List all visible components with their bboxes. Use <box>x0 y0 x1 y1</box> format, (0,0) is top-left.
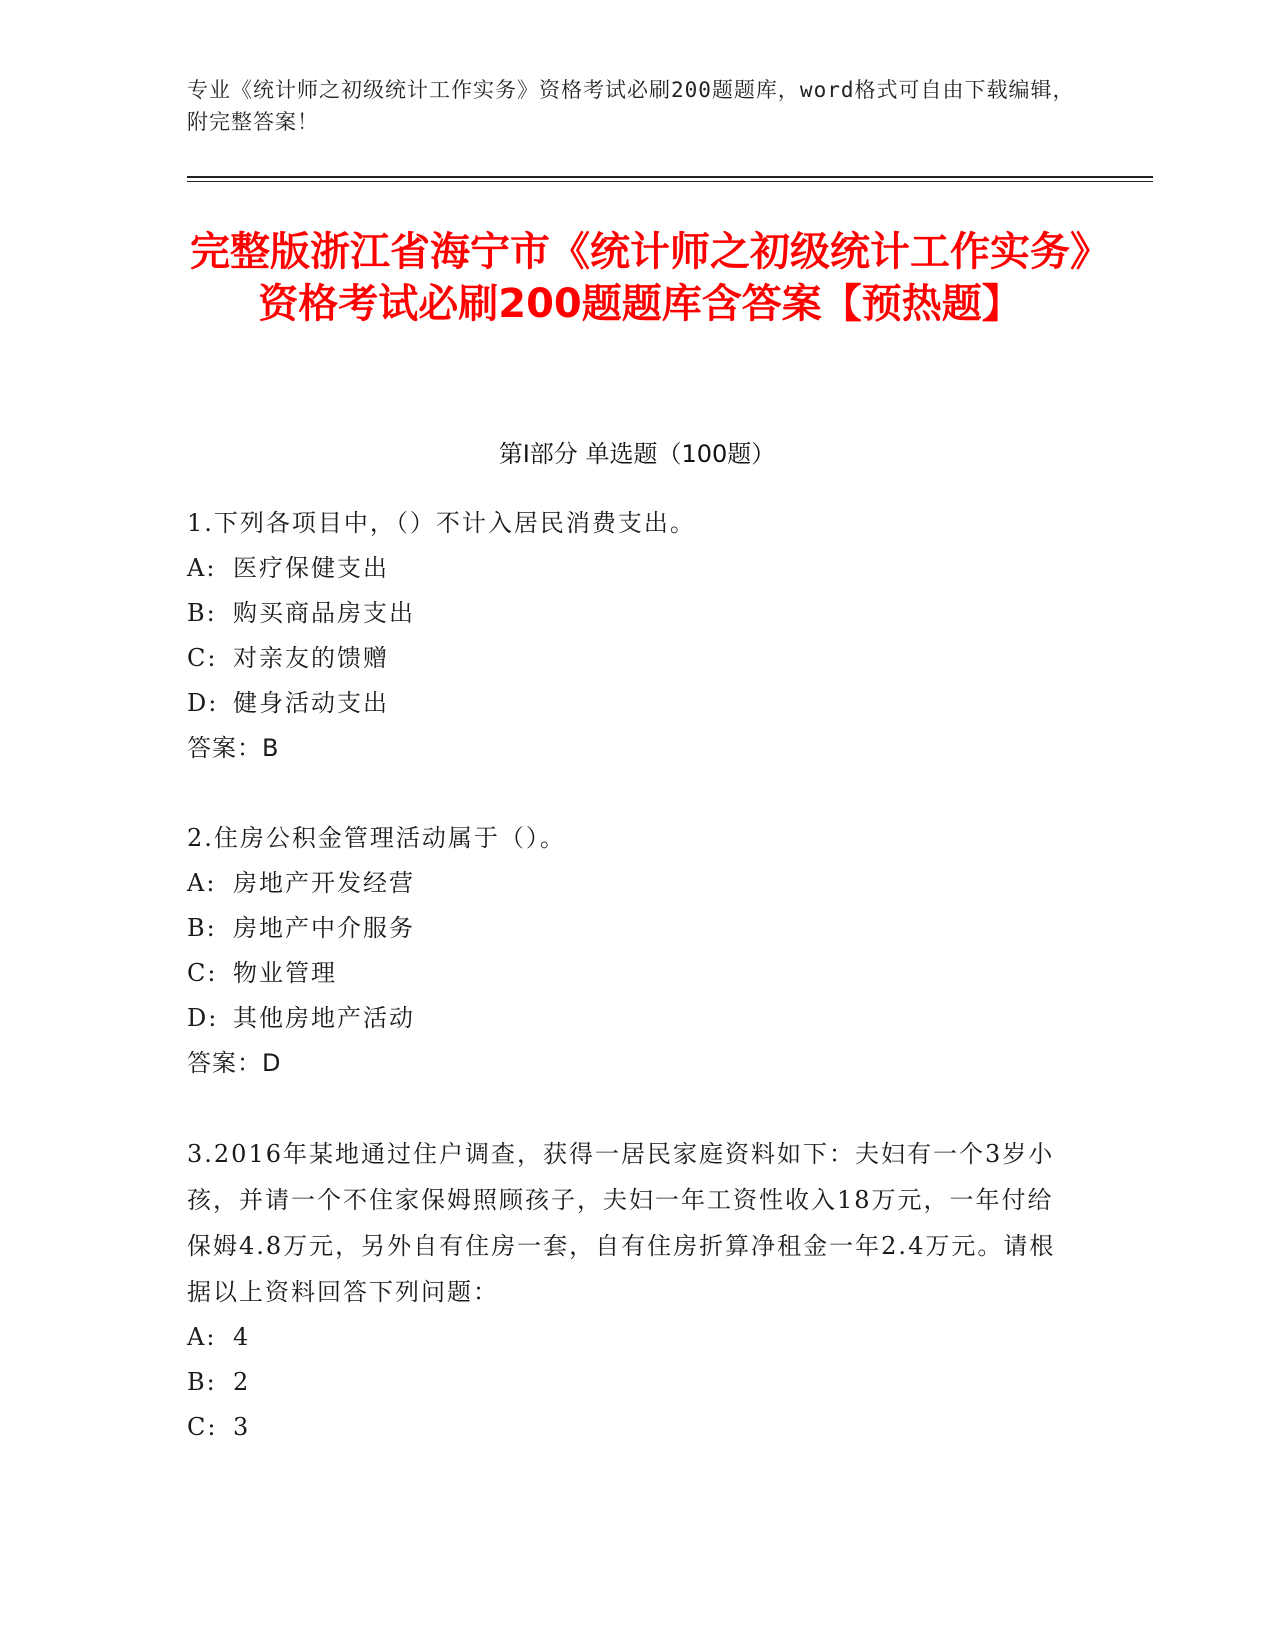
section-heading: 第Ⅰ部分 单选题（100题） <box>498 440 776 468</box>
option-text: 对亲友的馈赠 <box>233 644 389 672</box>
option-b <box>187 591 1067 636</box>
option-letter: D: <box>187 1004 219 1032</box>
question-3 <box>187 1131 1067 1450</box>
question-stem: 1.下列各项目中，（）不计入居民消费支出。 <box>187 509 696 537</box>
option-letter: C: <box>187 1413 218 1441</box>
option-letter: C: <box>187 644 218 672</box>
header-rule <box>187 176 1153 178</box>
option-a <box>187 546 1067 591</box>
option-text: 购买商品房支出 <box>233 599 415 627</box>
option-c <box>187 636 1067 681</box>
option-text: 医疗保健支出 <box>233 554 389 582</box>
option-letter: C: <box>187 959 218 987</box>
option-letter: B: <box>187 599 217 627</box>
option-text: 其他房地产活动 <box>233 1004 415 1032</box>
option-text: 物业管理 <box>233 959 337 987</box>
question-2 <box>187 815 1067 1086</box>
option-d <box>187 996 1067 1041</box>
option-text: 房地产开发经营 <box>233 869 415 897</box>
option-text: 房地产中介服务 <box>233 914 415 942</box>
question-stem: 3.2016年某地通过住户调查，获得一居民家庭资料如下：夫妇有一个3岁小孩，并请一个不住家保姆照顾孩子，夫妇一年工资性收入18万元，一年付给保姆4.8万元，另外自有住房一套，自有住房折算净租金一年2.4万元。请根据以上资料回答下列问题： <box>187 1140 1056 1306</box>
option-letter: A: <box>187 1323 217 1351</box>
option-d <box>187 681 1067 726</box>
option-b <box>187 906 1067 951</box>
option-letter: D: <box>187 689 219 717</box>
question-1 <box>187 500 1067 771</box>
answer: 答案：D <box>187 1049 282 1077</box>
option-text: 2 <box>233 1368 251 1396</box>
option-letter: A: <box>187 554 217 582</box>
option-text: 3 <box>233 1413 251 1441</box>
option-letter: B: <box>187 1368 217 1396</box>
option-text: 4 <box>233 1323 251 1351</box>
document-title: 完整版浙江省海宁市《统计师之初级统计工作实务》资格考试必刷200题题库含答案【预热题】 <box>190 229 1090 327</box>
option-a <box>187 1315 1067 1360</box>
question-stem: 2.住房公积金管理活动属于（）。 <box>187 824 566 852</box>
answer: 答案：B <box>187 734 280 762</box>
option-letter: B: <box>187 914 217 942</box>
option-letter: A: <box>187 869 217 897</box>
option-text: 健身活动支出 <box>233 689 389 717</box>
option-c <box>187 951 1067 996</box>
option-b <box>187 1360 1067 1405</box>
option-a <box>187 861 1067 906</box>
header-rule-thin <box>187 181 1153 182</box>
option-c <box>187 1405 1067 1450</box>
header-note: 专业《统计师之初级统计工作实务》资格考试必刷200题题库，word格式可自由下载编辑，附完整答案！ <box>187 78 1075 134</box>
